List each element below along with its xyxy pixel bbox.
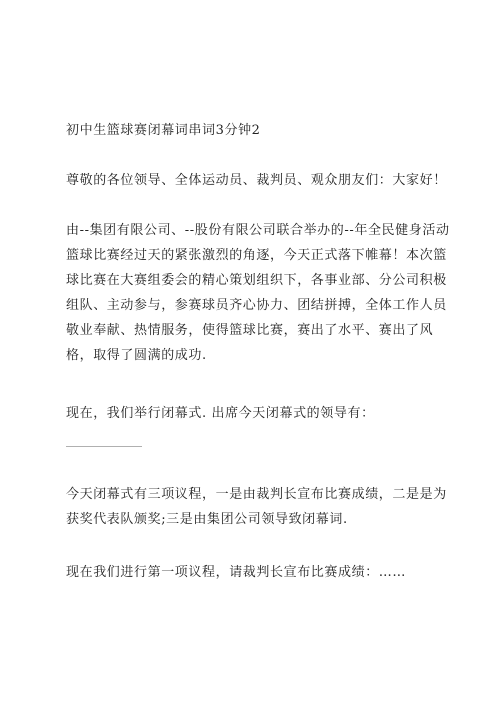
first-agenda-item-paragraph: 现在我们进行第一项议程，请裁判长宣布比赛成绩：…… (66, 565, 407, 580)
greeting-paragraph: 尊敬的各位领导、全体运动员、裁判员、观众朋友们：大家好！ (66, 173, 447, 188)
agenda-paragraph: 今天闭幕式有三项议程，一是由裁判长宣布比赛成绩，二是是为获奖代表队颁奖;三是由集团公司领导致闭幕词. (66, 487, 447, 527)
attending-leaders-paragraph: 现在，我们举行闭幕式. 出席今天闭幕式的领导有： (66, 406, 375, 421)
document-title: 初中生篮球赛闭幕词串词3分钟2 (66, 123, 261, 138)
opening-paragraph: 由--集团有限公司、--股份有限公司联合举办的--年全民健身活动篮球比赛经过天的紧张激烈的角逐，今天正式落下帷幕！本次篮球比赛在大赛组委会的精心策划组织下，各事业部、分公司积极组队、主动参与，参赛球员齐心协力、团结拼搏，全体工作人员敬业奉献、热情服务，使得篮球比赛，赛出了水平、赛出了风格，取得了圆满的成功. (66, 223, 450, 363)
fill-in-blank-line (66, 446, 142, 447)
